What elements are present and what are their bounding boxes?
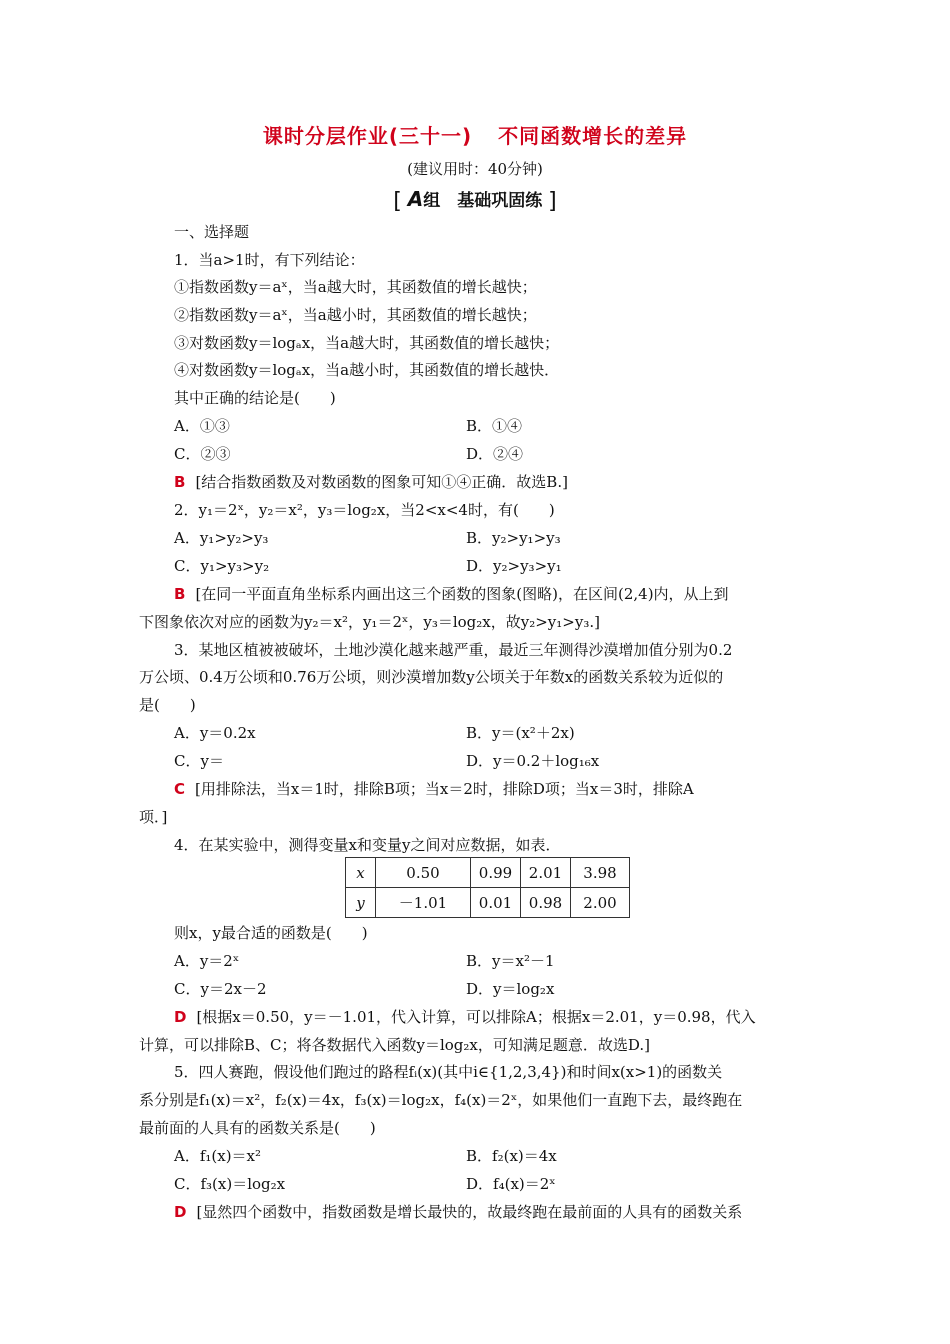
q4-stem: 4．在某实验中，测得变量x和变量y之间对应数据，如表．: [174, 836, 561, 854]
table-cell: 2.01: [521, 858, 571, 888]
title-main: 课时分层作业(三十一): [262, 124, 473, 148]
q2-answer: [174, 584, 729, 604]
q5-option-b: B．f₂(x)＝4x: [466, 1147, 557, 1165]
q3-stem-2: 万公顷、0.4万公顷和0.76万公顷，则沙漠增加数y公顷关于年数x的函数关系较为近似的: [139, 668, 724, 686]
q1-option-a: A．①③: [174, 417, 230, 435]
q5-stem-1: 5．四人赛跑，假设他们跑过的路程fᵢ(x)(其中i∈{1,2,3,4})和时间x(x>1)的函数关: [174, 1063, 723, 1081]
table-cell: 0.50: [376, 858, 471, 888]
q2-option-d: D．y₂>y₃>y₁: [466, 557, 562, 575]
q4-answer: [174, 1007, 756, 1027]
q1-option-b: B．①④: [466, 417, 523, 435]
q4-option-b: B．y＝x²－1: [466, 952, 555, 970]
q4-explanation-1: [根据x＝0.50，y＝－1.01，代入计算，可以排除A；根据x＝2.01，y＝0.98，代入: [196, 1008, 756, 1026]
q3-stem-3: 是( ): [139, 696, 196, 714]
q5-stem-3: 最前面的人具有的函数关系是( ): [139, 1119, 376, 1137]
q2-option-b: B．y₂>y₁>y₃: [466, 529, 561, 547]
group-heading: [0, 186, 950, 214]
q3-explanation-2: 项．]: [139, 808, 168, 826]
title-topic: 不同函数增长的差异: [498, 124, 688, 148]
q2-stem: 2．y₁＝2ˣ，y₂＝x²，y₃＝log₂x，当2<x<4时，有( ): [174, 501, 555, 519]
q2-explanation-2: 下图象依次对应的函数为y₂＝x²，y₁＝2ˣ，y₃＝log₂x，故y₂>y₁>y₃.]: [139, 613, 600, 631]
table-row-label: x: [346, 858, 376, 888]
page-title: [0, 120, 950, 149]
q2-explanation-1: [在同一平面直角坐标系内画出这三个函数的图象(图略)，在区间(2,4)内，从上到: [195, 585, 729, 603]
table-cell: 2.00: [571, 888, 630, 918]
q4-option-c: C．y＝2x－2: [174, 980, 267, 998]
q5-option-c: C．f₃(x)＝log₂x: [174, 1175, 286, 1193]
table-cell: 3.98: [571, 858, 630, 888]
q3-option-a: A．y＝0.2x: [174, 724, 256, 742]
table-row: [346, 888, 630, 918]
q1-statement-2: ②指数函数y＝aˣ，当a越小时，其函数值的增长越快；: [174, 306, 537, 324]
suggested-time: (建议用时：40分钟): [407, 160, 543, 178]
q5-stem-2: 系分别是f₁(x)＝x²，f₂(x)＝4x，f₃(x)＝log₂x，f₄(x)＝2ˣ，如果他们一直跑下去，最终跑在: [139, 1091, 743, 1109]
q1-stem: 1．当a>1时，有下列结论：: [174, 251, 365, 269]
q5-explanation: [显然四个函数中，指数函数是增长最快的，故最终跑在最前面的人具有的函数关系: [196, 1203, 743, 1221]
group-letter: A: [407, 187, 424, 211]
q3-option-b: B．y＝(x²＋2x): [466, 724, 575, 742]
q2-option-c: C．y₁>y₃>y₂: [174, 557, 270, 575]
table-row-label: y: [346, 888, 376, 918]
table-row: [346, 858, 630, 888]
q4-option-d: D．y＝log₂x: [466, 980, 555, 998]
q1-statement-4: ④对数函数y＝logₐx，当a越小时，其函数值的增长越快．: [174, 361, 560, 379]
q4-data-table: [345, 857, 630, 918]
q5-option-d: D．f₄(x)＝2ˣ: [466, 1175, 556, 1193]
q3-option-c: C．y＝: [174, 752, 224, 770]
q3-stem-1: 3．某地区植被被破坏，土地沙漠化越来越严重，最近三年测得沙漠增加值分别为0.2: [174, 641, 733, 659]
table-cell: 0.98: [521, 888, 571, 918]
q1-statement-1: ①指数函数y＝aˣ，当a越大时，其函数值的增长越快；: [174, 278, 537, 296]
q1-option-d: D．②④: [466, 445, 524, 463]
q5-answer: [174, 1202, 742, 1222]
section-heading: 一、选择题: [174, 223, 250, 241]
q3-explanation-1: [用排除法，当x＝1时，排除B项；当x＝2时，排除D项；当x＝3时，排除A: [195, 780, 694, 798]
q4-option-a: A．y＝2ˣ: [174, 952, 240, 970]
q3-answer: [174, 779, 694, 799]
group-title: 组 基础巩固练: [423, 191, 543, 211]
table-cell: 0.99: [471, 858, 521, 888]
q2-answer-key: B: [174, 585, 186, 603]
q1-ask: 其中正确的结论是( ): [174, 389, 336, 407]
q1-option-c: C．②③: [174, 445, 231, 463]
table-cell: －1.01: [376, 888, 471, 918]
q3-answer-key: C: [174, 780, 186, 798]
q4-explanation-2: 计算，可以排除B、C；将各数据代入函数y＝log₂x，可知满足题意．故选D.]: [139, 1036, 650, 1054]
q5-option-a: A．f₁(x)＝x²: [174, 1147, 262, 1165]
q2-option-a: A．y₁>y₂>y₃: [174, 529, 269, 547]
q1-statement-3: ③对数函数y＝logₐx，当a越大时，其函数值的增长越快；: [174, 334, 560, 352]
q4-answer-key: D: [174, 1008, 187, 1026]
q1-explanation: [结合指数函数及对数函数的图象可知①④正确．故选B.]: [195, 473, 568, 491]
q4-ask: 则x，y最合适的函数是( ): [174, 924, 368, 942]
q5-answer-key: D: [174, 1203, 187, 1221]
q1-answer-key: B: [174, 473, 186, 491]
table-cell: 0.01: [471, 888, 521, 918]
q1-answer: [174, 472, 568, 492]
group-bracket-open: [: [393, 189, 402, 214]
q3-option-d: D．y＝0.2＋log₁₆x: [466, 752, 600, 770]
group-bracket-close: ]: [548, 189, 557, 214]
